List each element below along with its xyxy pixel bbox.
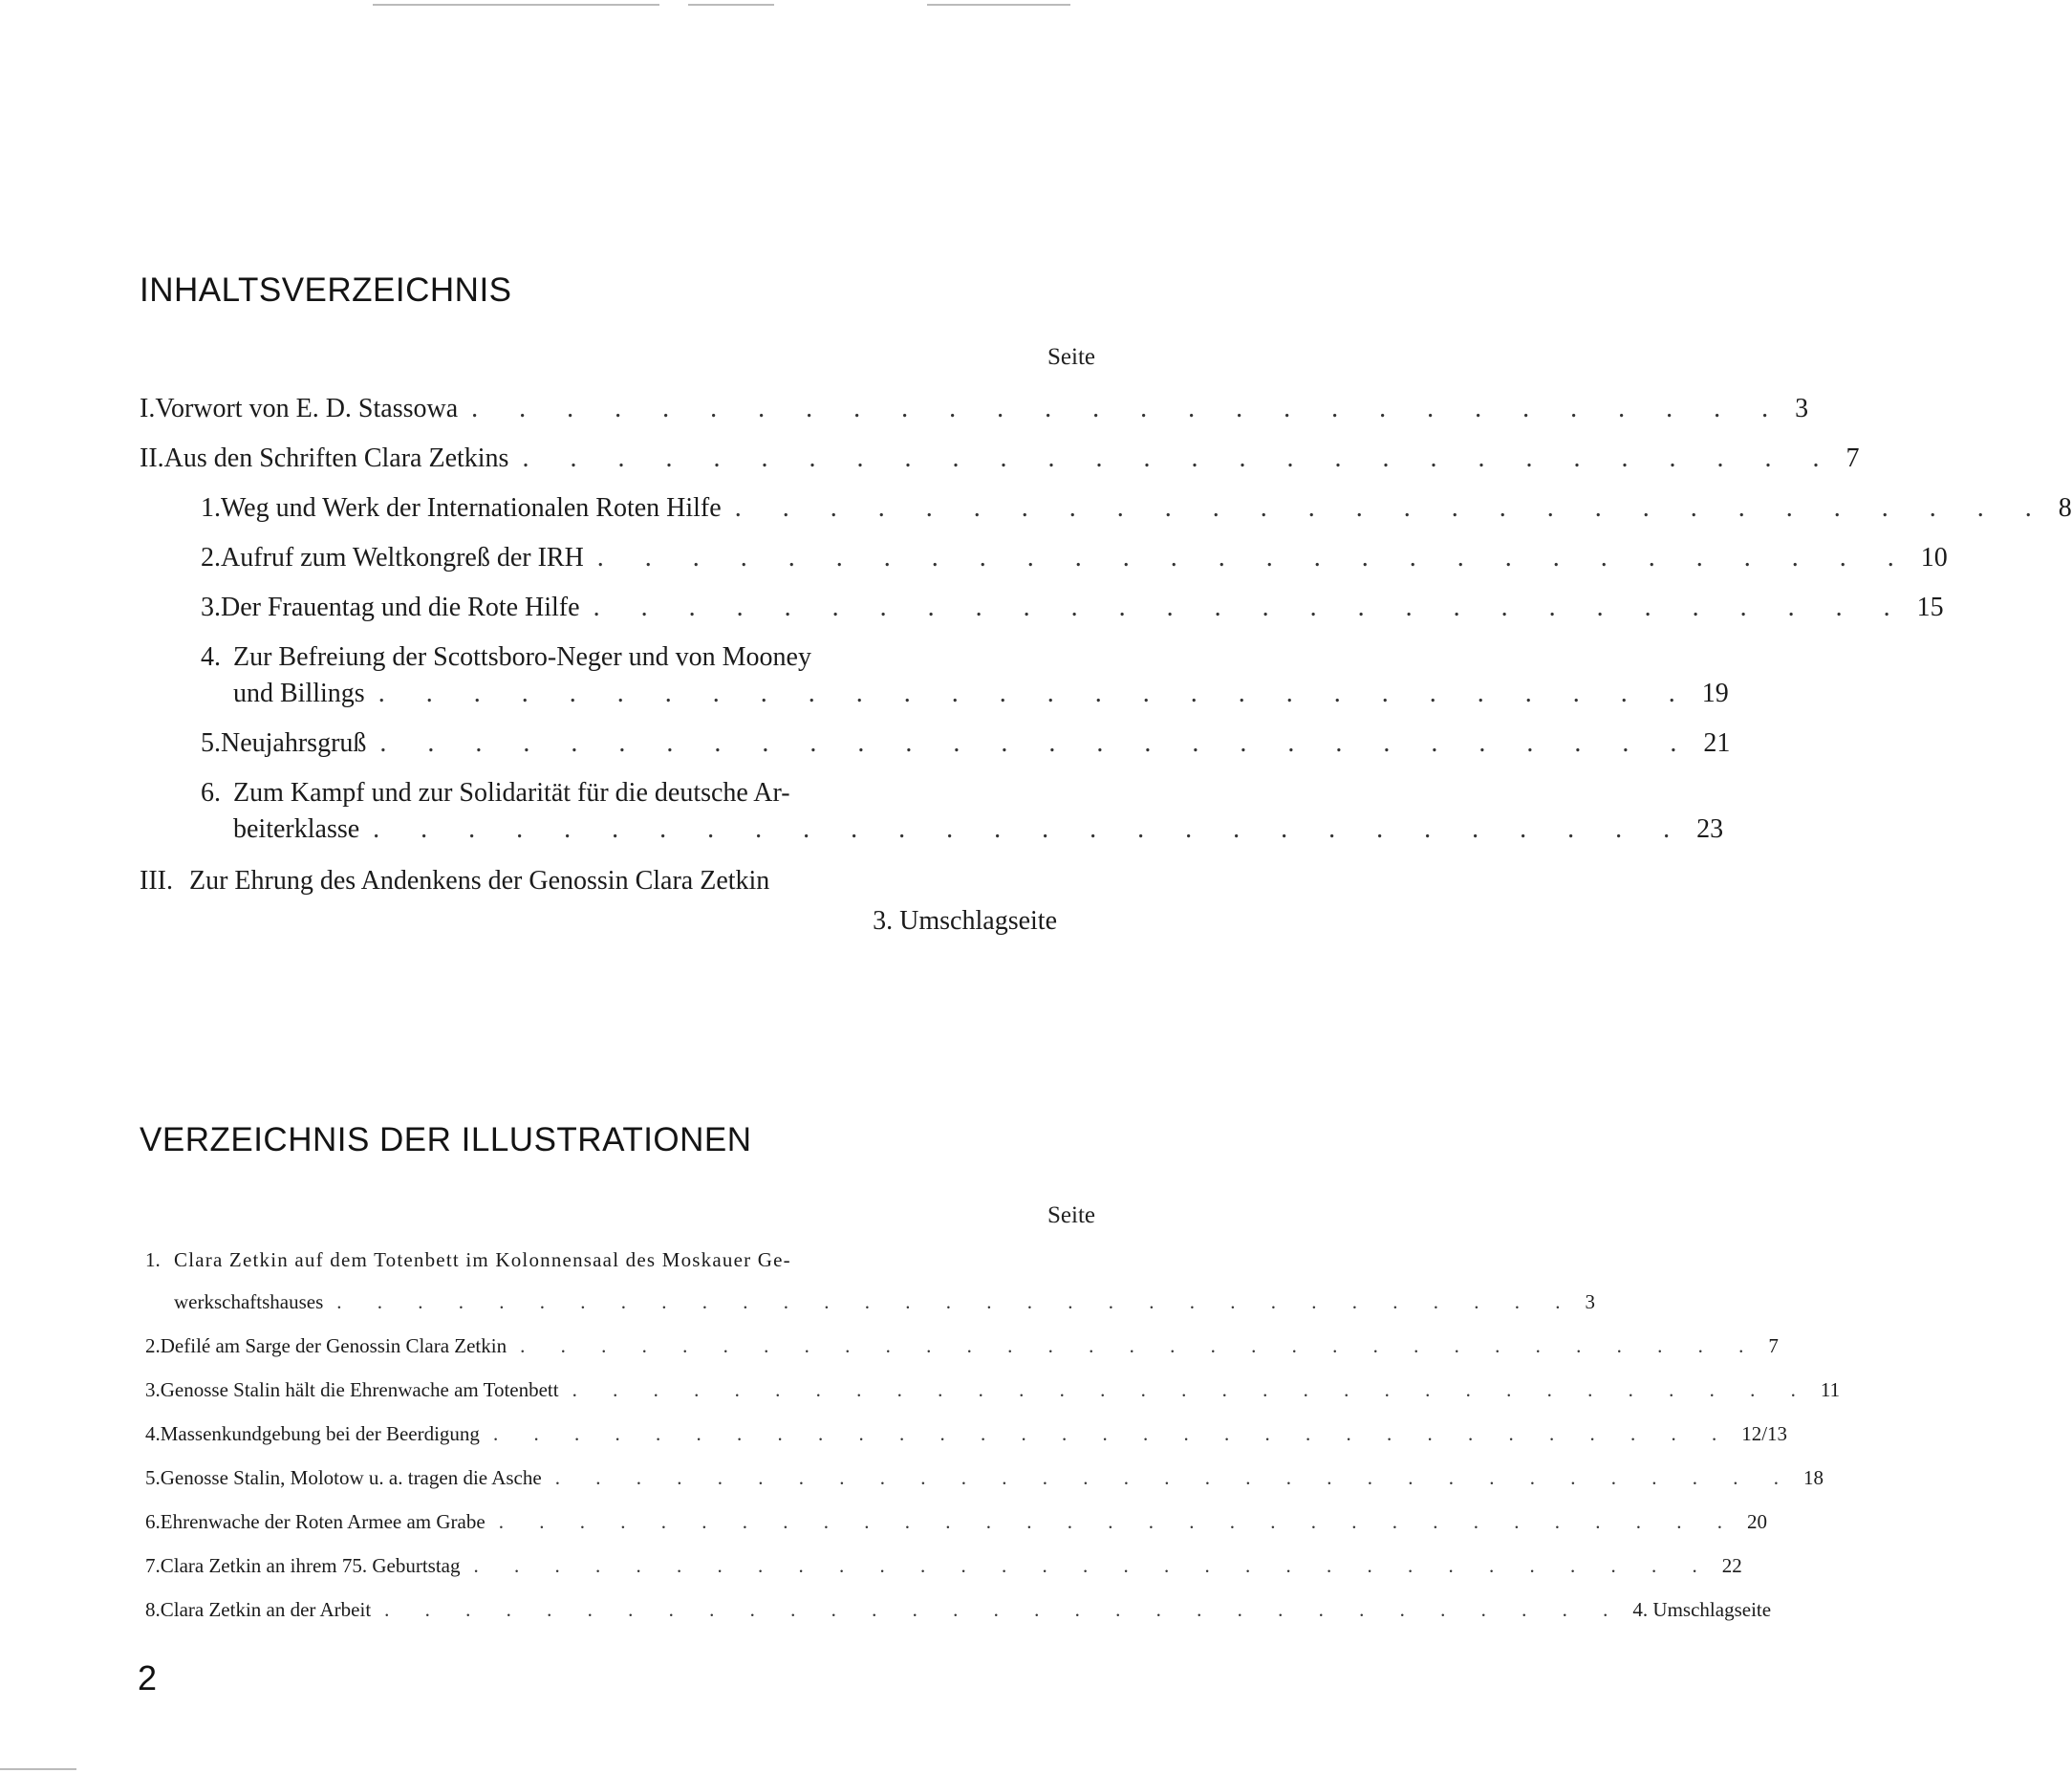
toc-entry: 4. Zur Befreiung der Scottsboro-Neger und von Mooney — [201, 642, 811, 672]
dot-leader: . . . . . . . . . . . . . . . . . . . . . . . . . . . . — [593, 593, 1908, 622]
toc-heading: INHALTSVERZEICHNIS — [140, 271, 512, 309]
toc-entry: III. Zur Ehrung des Andenkens der Genossin Clara Zetkin — [140, 866, 770, 896]
toc-entry: 6. Zum Kampf und zur Solidarität für die deutsche Ar- — [201, 778, 790, 808]
illustration-entry: 8. Clara Zetkin an der Arbeit . . . . . . . . . . . . . . . . . . . . . . . . . . . . . . . 4. Umschlagseite — [145, 1598, 1772, 1621]
scan-edge-mark — [927, 4, 1070, 6]
illustration-entry: 4. Massenkundgebung bei der Beerdigung . . . . . . . . . . . . . . . . . . . . . . . . . . . . . . . 12/13 — [145, 1422, 1788, 1445]
toc-entry-continuation: beiterklasse . . . . . . . . . . . . . . . . . . . . . . . . . . . . 23 — [233, 814, 1724, 844]
dot-leader: . . . . . . . . . . . . . . . . . . . . . . . . . . . . . . . — [492, 1422, 1733, 1445]
dot-leader: . . . . . . . . . . . . . . . . . . . . . . . . . . . . . . . — [473, 1554, 1713, 1577]
dot-leader: . . . . . . . . . . . . . . . . . . . . . . . . . . . . . . . — [336, 1290, 1576, 1313]
dot-leader: . . . . . . . . . . . . . . . . . . . . . . . . . . . . . . . — [554, 1466, 1794, 1489]
toc-entry: I. Vorwort von E. D. Stassowa . . . . . . . . . . . . . . . . . . . . . . . . . . . . 3 — [140, 394, 1809, 423]
illustration-entry: 2. Defilé am Sarge der Genossin Clara Zetkin . . . . . . . . . . . . . . . . . . . . . . . . . . . . . . . 7 — [145, 1334, 1779, 1357]
page-number: 2 — [138, 1658, 158, 1697]
illustration-entry: 5. Genosse Stalin, Molotow u. a. tragen die Asche . . . . . . . . . . . . . . . . . . . . . . . . . . . . . . . 18 — [145, 1466, 1824, 1489]
illustration-entry: 3. Genosse Stalin hält die Ehrenwache am Totenbett . . . . . . . . . . . . . . . . . . . . . . . . . . . . . . . 11 — [145, 1378, 1841, 1401]
dot-leader: . . . . . . . . . . . . . . . . . . . . . . . . . . . . — [522, 443, 1837, 473]
dot-leader: . . . . . . . . . . . . . . . . . . . . . . . . . . . . — [379, 728, 1694, 758]
toc-entry: 1. Weg und Werk der Internationalen Roten Hilfe . . . . . . . . . . . . . . . . . . . . . . . . . . . . 8 — [201, 493, 2072, 523]
toc-entry: II. Aus den Schriften Clara Zetkins . . . . . . . . . . . . . . . . . . . . . . . . . . . . 7 — [140, 443, 1860, 473]
dot-leader: . . . . . . . . . . . . . . . . . . . . . . . . . . . . — [373, 814, 1688, 844]
dot-leader: . . . . . . . . . . . . . . . . . . . . . . . . . . . . . . . — [520, 1334, 1759, 1357]
illustration-entry: 7. Clara Zetkin an ihrem 75. Geburtstag . . . . . . . . . . . . . . . . . . . . . . . . . . . . . . . 22 — [145, 1554, 1742, 1577]
toc-seite-label: Seite — [1047, 344, 1095, 370]
illustration-entry: 6. Ehrenwache der Roten Armee am Grabe . . . . . . . . . . . . . . . . . . . . . . . . . . . . . . . 20 — [145, 1510, 1767, 1533]
scan-edge-mark — [373, 4, 659, 6]
dot-leader: . . . . . . . . . . . . . . . . . . . . . . . . . . . . — [734, 493, 2049, 523]
illustrations-seite-label: Seite — [1047, 1202, 1095, 1228]
illustration-entry-continuation: werkschaftshauses . . . . . . . . . . . . . . . . . . . . . . . . . . . . . . . 3 — [174, 1290, 1596, 1313]
dot-leader: . . . . . . . . . . . . . . . . . . . . . . . . . . . . — [596, 543, 1911, 573]
dot-leader: . . . . . . . . . . . . . . . . . . . . . . . . . . . . . . . — [384, 1598, 1624, 1621]
toc-entry: 3. Der Frauentag und die Rote Hilfe . . . . . . . . . . . . . . . . . . . . . . . . . . . . 15 — [201, 593, 1944, 622]
dot-leader: . . . . . . . . . . . . . . . . . . . . . . . . . . . . . . . — [572, 1378, 1811, 1401]
toc-entry-continuation: und Billings . . . . . . . . . . . . . . . . . . . . . . . . . . . . 19 — [233, 679, 1729, 708]
illustrations-heading: VERZEICHNIS DER ILLUSTRATIONEN — [140, 1121, 752, 1158]
illustration-entry: 1. Clara Zetkin auf dem Totenbett im Kolonnensaal des Moskauer Ge- — [145, 1248, 791, 1271]
dot-leader: . . . . . . . . . . . . . . . . . . . . . . . . . . . . — [378, 679, 1693, 708]
scan-edge-mark — [688, 4, 774, 6]
dot-leader: . . . . . . . . . . . . . . . . . . . . . . . . . . . . . . . — [498, 1510, 1737, 1533]
scan-edge-mark — [0, 1768, 76, 1770]
toc-entry: 5. Neujahrsgruß . . . . . . . . . . . . . . . . . . . . . . . . . . . . 21 — [201, 728, 1731, 758]
dot-leader: . . . . . . . . . . . . . . . . . . . . . . . . . . . . — [471, 394, 1786, 423]
toc-entry: 2. Aufruf zum Weltkongreß der IRH . . . . . . . . . . . . . . . . . . . . . . . . . . . . 10 — [201, 543, 1948, 573]
toc-entry-continuation: 3. Umschlagseite — [873, 906, 1057, 936]
